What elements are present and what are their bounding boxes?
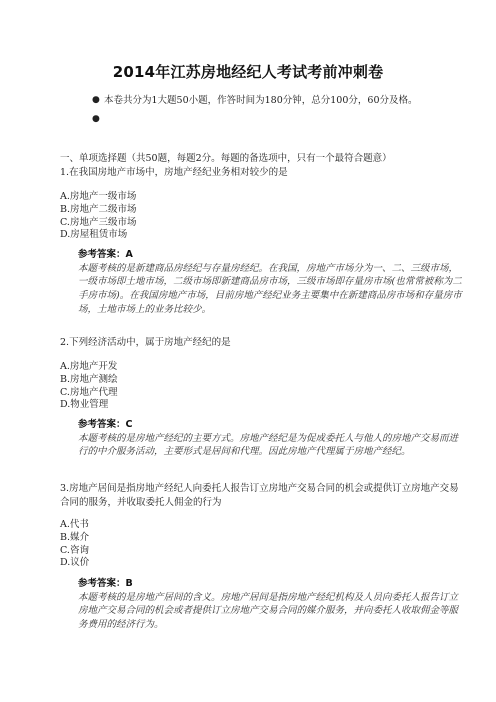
option-item: D.议价: [60, 557, 90, 569]
intro-bullet-item: [92, 94, 432, 108]
answer-explanation: 本题考核的是房地产居间的含义。房地产居间是指房地产经纪机构及人员向委托人报告订立房地产交易合同的机会或者提供订立房地产交易合同的媒介服务，并向委托人收取佣金等服务费用的经济行为。: [78, 591, 459, 631]
option-list: [60, 519, 89, 570]
option-item: D.物业管理: [60, 399, 109, 411]
option-list: [60, 191, 137, 242]
answer-explanation: 本题考核的是新建商品房经纪与存量房经纪。在我国，房地产市场分为一、二、三级市场，一级市场即土地市场，二级市场即新建商品房市场，三级市场即存量房市场(也常常被称为二手房市场)。在我国房地产市场，目前房地产经纪业务主要集中在新建商品房市场和存量房市场，土地市场上的业务比较少。: [78, 262, 462, 315]
answer-block: [78, 577, 463, 632]
section-heading: 一、单项选择题（共50题，每题2分。每题的备选项中，只有一个最符合题意）: [60, 153, 392, 164]
option-item: C.房地产代理: [60, 386, 118, 398]
option-item: A.房地产一级市场: [60, 191, 137, 202]
answer-block: [78, 418, 463, 459]
option-item: C.咨询: [60, 544, 89, 556]
option-item: A.房地产开发: [60, 361, 118, 372]
bullet-icon: ●: [92, 113, 100, 124]
intro-bullet-list: [92, 94, 432, 124]
answer-label: 参考答案：A: [78, 249, 133, 260]
option-item: B.房地产二级市场: [60, 203, 137, 215]
option-item: B.媒介: [60, 531, 90, 543]
question-stem: 2.下列经济活动中，属于房地产经纪的是: [60, 337, 231, 348]
option-item: C.房地产三级市场: [60, 216, 137, 228]
bullet-icon: ●: [92, 95, 100, 105]
document-title: 2014年江苏房地经纪人考试考前冲刺卷: [112, 63, 384, 81]
answer-block: [78, 248, 463, 317]
answer-label: 参考答案：B: [78, 578, 133, 589]
question-stem: 3.房地产居间是指房地产经纪人向委托人报告订立房地产交易合同的机会或提供订立房地产交易合同的服务，并收取委托人佣金的行为: [60, 483, 459, 508]
answer-label: 参考答案：C: [78, 419, 133, 430]
intro-bullet-text: 本卷共分为1大题50小题，作答时间为180分钟，总分100分，60分及格。: [104, 95, 418, 106]
answer-explanation: 本题考核的是房地产经纪的主要方式。房地产经纪是为促成委托人与他人的房地产交易而进行的中介服务活动，主要形式是居间和代理。因此房地产代理属于房地产经纪。: [78, 432, 459, 458]
option-item: D.房屋租赁市场: [60, 229, 128, 241]
option-list: [60, 361, 118, 412]
option-item: B.房地产测绘: [60, 373, 118, 385]
option-item: A.代书: [60, 519, 89, 530]
question-stem: 1.在我国房地产市场中，房地产经纪业务相对较少的是: [60, 167, 288, 178]
